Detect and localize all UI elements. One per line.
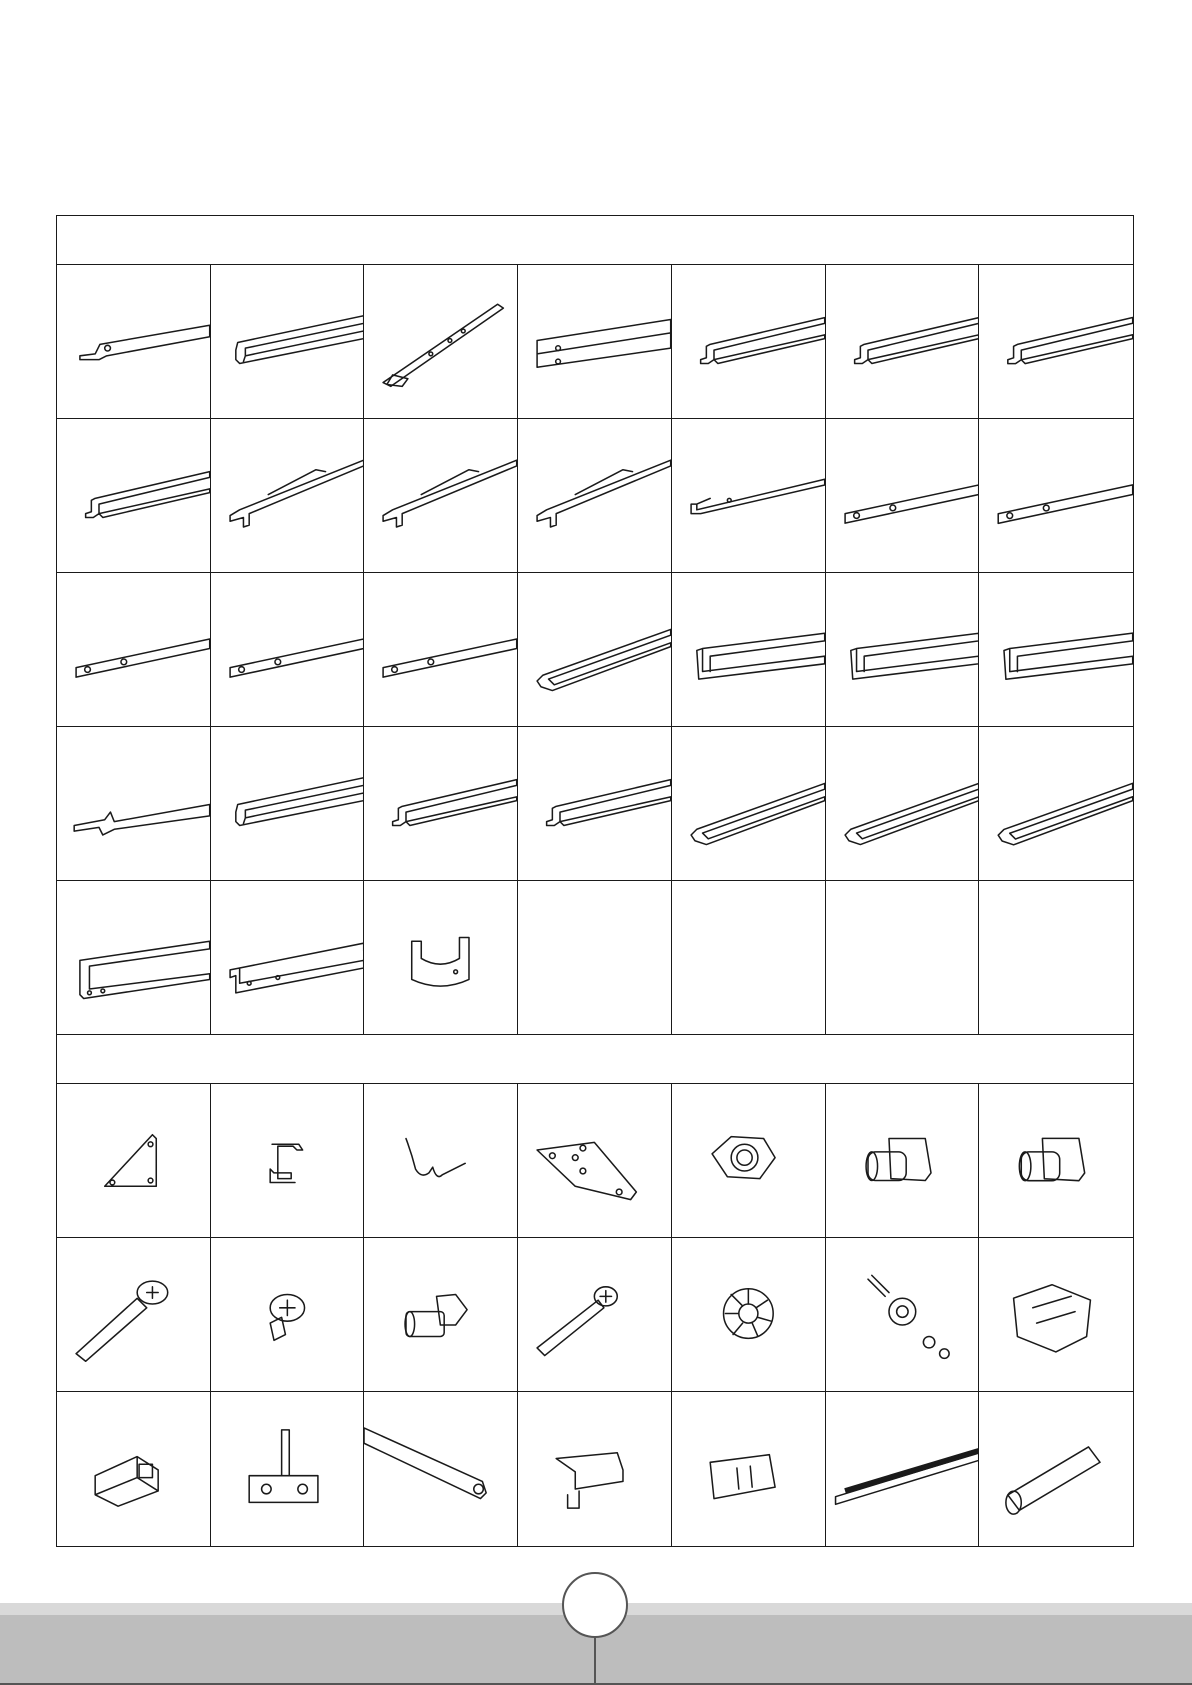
- part-cell: [979, 573, 1133, 727]
- long-screw-icon: [57, 1238, 210, 1391]
- flat-strip-profile-icon: [979, 419, 1133, 572]
- square-head-bolt-icon: [979, 1084, 1133, 1237]
- connector-clip-icon: [979, 1238, 1133, 1391]
- part-cell: [979, 419, 1133, 573]
- part-cell: [672, 419, 826, 573]
- part-cell: [672, 1392, 826, 1546]
- page-marker-stem: [594, 1638, 596, 1685]
- part-cell: [518, 727, 672, 881]
- parts-catalog: [56, 215, 1134, 1547]
- z-hook-icon: [211, 1084, 364, 1237]
- accessories-grid: [57, 1084, 1133, 1546]
- part-cell: [364, 419, 518, 573]
- empty-cell: [826, 881, 980, 1035]
- part-cell: [826, 1392, 980, 1546]
- part-cell: [518, 265, 672, 419]
- angled-channel-profile-icon: [826, 727, 979, 880]
- angled-channel-profile-icon: [672, 727, 825, 880]
- u-channel-profile-icon: [672, 573, 825, 726]
- part-cell: [211, 265, 365, 419]
- part-cell: [518, 1084, 672, 1238]
- flat-wide-profile-icon: [518, 265, 671, 418]
- part-cell: [518, 1392, 672, 1546]
- flat-strip-profile-icon: [364, 573, 517, 726]
- part-cell: [211, 881, 365, 1035]
- part-cell: [979, 1238, 1133, 1392]
- angle-profile-icon: [57, 265, 210, 418]
- accessories-section-header: [57, 1035, 1133, 1084]
- profiles-grid: [57, 265, 1133, 1035]
- t-profile-icon: [826, 265, 979, 418]
- part-cell: [57, 881, 211, 1035]
- t-profile-icon: [57, 419, 210, 572]
- bolt-set-icon: [826, 1238, 979, 1391]
- part-cell: [57, 419, 211, 573]
- part-cell: [672, 1238, 826, 1392]
- part-cell: [57, 573, 211, 727]
- part-cell: [211, 727, 365, 881]
- flat-strip-profile-icon: [211, 573, 364, 726]
- mounting-plate-icon: [518, 1084, 671, 1237]
- part-cell: [672, 573, 826, 727]
- part-cell: [57, 727, 211, 881]
- flat-strip-profile-icon: [826, 419, 979, 572]
- t-profile-icon: [672, 265, 825, 418]
- part-cell: [826, 1238, 980, 1392]
- clip-end-profile-icon: [364, 265, 517, 418]
- angled-channel-profile-icon: [979, 727, 1133, 880]
- part-cell: [364, 727, 518, 881]
- part-cell: [211, 1392, 365, 1546]
- tube-icon: [979, 1392, 1133, 1546]
- countersunk-screw-icon: [518, 1238, 671, 1391]
- brush-strip-icon: [826, 1392, 979, 1546]
- t-profile-icon: [979, 265, 1133, 418]
- part-cell: [979, 727, 1133, 881]
- hex-nut-icon: [672, 1084, 825, 1237]
- part-cell: [364, 1084, 518, 1238]
- part-cell: [211, 1084, 365, 1238]
- t-profile-icon: [518, 727, 671, 880]
- part-cell: [364, 881, 518, 1035]
- u-channel-profile-icon: [826, 573, 979, 726]
- deep-channel-profile-icon: [57, 881, 210, 1034]
- part-cell: [57, 1238, 211, 1392]
- part-cell: [672, 1084, 826, 1238]
- cross-t-profile-icon: [364, 419, 517, 572]
- part-cell: [826, 1084, 980, 1238]
- t-profile-icon: [364, 727, 517, 880]
- part-cell: [364, 573, 518, 727]
- part-cell: [979, 265, 1133, 419]
- triangle-plate-icon: [57, 1084, 210, 1237]
- part-cell: [826, 727, 980, 881]
- part-cell: [57, 1084, 211, 1238]
- flat-strip-profile-icon: [57, 573, 210, 726]
- empty-cell: [672, 881, 826, 1035]
- part-cell: [211, 1238, 365, 1392]
- short-screw-icon: [211, 1238, 364, 1391]
- slim-t-profile-icon: [672, 419, 825, 572]
- profiles-section-header: [57, 216, 1133, 265]
- clamp-bracket-icon: [364, 881, 517, 1034]
- double-channel-profile-icon: [211, 727, 364, 880]
- empty-cell: [979, 881, 1133, 1035]
- end-cap-icon: [672, 1392, 825, 1546]
- cross-t-profile-icon: [518, 419, 671, 572]
- notched-angle-profile-icon: [57, 727, 210, 880]
- wall-hook-plate-icon: [211, 1392, 364, 1546]
- part-cell: [211, 419, 365, 573]
- cross-t-profile-icon: [211, 419, 364, 572]
- c-channel-profile-icon: [211, 881, 364, 1034]
- empty-cell: [518, 881, 672, 1035]
- bracket-connector-icon: [518, 1392, 671, 1546]
- part-cell: [57, 1392, 211, 1546]
- square-sleeve-icon: [57, 1392, 210, 1546]
- square-head-bolt-icon: [826, 1084, 979, 1237]
- part-cell: [672, 265, 826, 419]
- part-cell: [57, 265, 211, 419]
- part-cell: [364, 1238, 518, 1392]
- u-channel-profile-icon: [979, 573, 1133, 726]
- serrated-washer-icon: [672, 1238, 825, 1391]
- double-channel-profile-icon: [211, 265, 364, 418]
- part-cell: [826, 419, 980, 573]
- part-cell: [826, 265, 980, 419]
- page-number-circle: [562, 1572, 628, 1638]
- part-cell: [979, 1392, 1133, 1546]
- part-cell: [211, 573, 365, 727]
- part-cell: [672, 727, 826, 881]
- hex-bolt-icon: [364, 1238, 517, 1391]
- part-cell: [518, 573, 672, 727]
- part-cell: [979, 1084, 1133, 1238]
- spring-wire-icon: [364, 1084, 517, 1237]
- angled-channel-profile-icon: [518, 573, 671, 726]
- part-cell: [826, 573, 980, 727]
- part-cell: [364, 1392, 518, 1546]
- part-cell: [364, 265, 518, 419]
- rail-profile-icon: [364, 1392, 517, 1546]
- part-cell: [518, 419, 672, 573]
- part-cell: [518, 1238, 672, 1392]
